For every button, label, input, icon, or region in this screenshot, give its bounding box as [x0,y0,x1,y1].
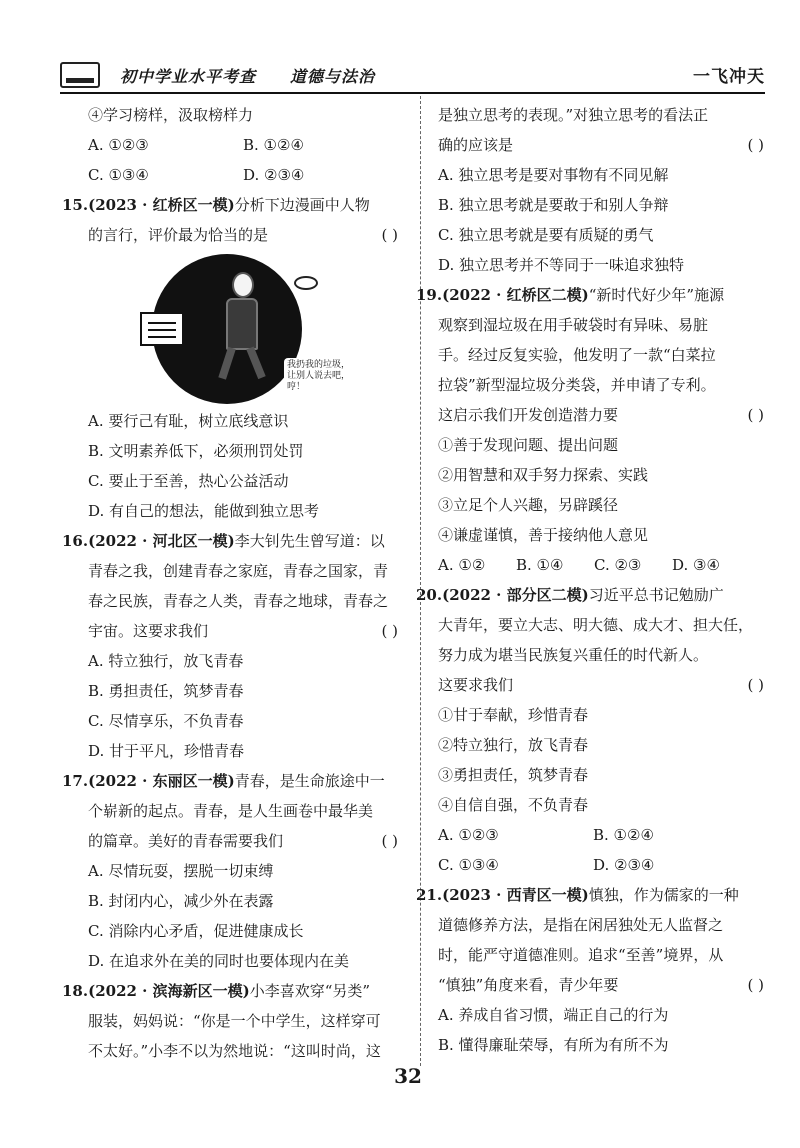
q21-option-a: A. 养成自省习惯，端正自己的行为 [438,1006,669,1024]
q20-answer-paren[interactable]: ( ) [747,676,764,694]
q19-item-2: ②用智慧和双手努力探索、实践 [438,466,649,484]
q21-answer-paren[interactable]: ( ) [747,976,764,994]
q16-stem-4: 宇宙。这要求我们 [88,622,209,640]
q21-number: 21. [416,886,443,904]
q16-option-c: C. 尽情享乐，不负青春 [88,712,244,730]
leg-icon [218,347,235,380]
q16-option-b: B. 勇担责任，筑梦青春 [88,682,244,700]
q21-stem-4: “慎独”角度来看，青少年要 [438,976,619,994]
q16-stem-line-1 [62,526,402,556]
page-header [60,56,765,92]
q19-stem-5: 这启示我们开发创造潜力要 [438,406,619,424]
q20-option-d: D. ②③④ [593,856,655,874]
q16-number: 16. [62,532,89,550]
q16-option-a: A. 特立独行，放飞青春 [88,652,244,670]
q19-answer-paren[interactable]: ( ) [747,406,764,424]
q17-number: 17. [62,772,89,790]
q17-stem-1: 青春，是生命旅途中一 [234,772,385,790]
body-icon [226,298,258,350]
q15-stem-line-1 [62,190,402,220]
q20-stem-1: 习近平总书记勉励广 [588,586,724,604]
q20-stem-line-2: 大青年，要立大志、明大德、成大才、担大任， [438,616,754,634]
q18-option-a: A. 独立思考是要对事物有不同见解 [438,166,669,184]
q15-source: (2023 · 红桥区一模) [88,196,235,214]
q15-option-c: C. 要止于至善，热心公益活动 [88,472,289,490]
q16-stem-line-3: 春之民族，青春之人类，青春之地球，青春之 [88,592,389,610]
q14-options-row-1 [62,130,402,160]
trash-icon [294,276,318,290]
q20-stem-4: 这要求我们 [438,676,514,694]
q16-option-d: D. 甘于平凡，珍惜青春 [88,742,245,760]
q17-stem-3: 的篇章。美好的青春需要我们 [88,832,284,850]
q19-item-1: ①善于发现问题、提出问题 [438,436,619,454]
q17-answer-paren[interactable]: ( ) [381,832,398,850]
q20-option-b: B. ①②④ [593,826,654,844]
q21-stem-line-2: 道德修养方法，是指在闲居独处无人监督之 [438,916,724,934]
q21-source: (2023 · 西青区一模) [442,886,589,904]
q15-answer-paren[interactable]: ( ) [381,226,398,244]
q21-stem-line-3: 时，能严守道德准则。追求“至善”境界，从 [438,946,724,964]
q17-stem-line-2: 个崭新的起点。青春，是人生画卷中最华美 [88,802,374,820]
q21-stem-1: 慎独，作为儒家的一种 [588,886,739,904]
head-icon [232,272,254,298]
q16-answer-paren[interactable]: ( ) [381,622,398,640]
q19-item-3: ③立足个人兴趣，另辟蹊径 [438,496,619,514]
man-figure-icon [212,272,272,382]
leg-icon [246,347,265,380]
q14-item-4: ④学习榜样，汲取榜样力 [88,106,254,124]
q21-stem-line-4 [438,970,768,1000]
q19-option-c: C. ②③ [594,556,642,574]
q14-options-row-2 [62,160,402,190]
q16-stem-1: 李大钊先生曾写道：以 [234,532,385,550]
q20-item-3: ③勇担责任，筑梦青春 [438,766,589,784]
q17-option-b: B. 封闭内心，减少外在表露 [88,892,274,910]
q19-option-b: B. ①④ [516,556,564,574]
q19-stem-line-4: 拉袋”新型湿垃圾分类袋，并申请了专利。 [438,376,716,394]
q20-option-c: C. ①③④ [438,856,499,874]
q15-stem-2: 的言行，评价最为恰当的是 [88,226,269,244]
q16-stem-line-2: 青春之我，创建青春之家庭，青春之国家，青 [88,562,389,580]
q19-stem-line-1 [416,280,768,310]
book-logo-icon [60,62,100,88]
q19-stem-line-2: 观察到湿垃圾在用手破袋时有异味、易脏 [438,316,709,334]
q16-source: (2022 · 河北区一模) [88,532,235,550]
q19-option-d: D. ③④ [672,556,720,574]
q15-cartoon [62,254,402,402]
q20-stem-line-4 [438,670,768,700]
q19-number: 19. [416,286,443,304]
q20-stem-line-3: 努力成为堪当民族复兴重任的时代新人。 [438,646,709,664]
q17-option-a: A. 尽情玩耍，摆脱一切束缚 [88,862,274,880]
q18-option-d: D. 独立思考并不等同于一味追求独特 [438,256,685,274]
left-column [62,100,402,1066]
page-number: 32 [394,1064,422,1088]
q15-stem-line-2 [62,220,402,250]
q15-stem-1: 分析下边漫画中人物 [234,196,370,214]
q15-number: 15. [62,196,89,214]
q20-stem-line-1 [416,580,768,610]
q20-item-4: ④自信自强，不负青春 [438,796,589,814]
q20-source: (2022 · 部分区二模) [442,586,589,604]
q17-option-d: D. 在追求外在美的同时也要体现内在美 [88,952,350,970]
q14-option-a: A. ①②③ [88,136,149,154]
screen-icon [140,312,184,346]
q18-source: (2022 · 滨海新区一模) [88,982,250,1000]
q18-option-b: B. 独立思考就是要敢于和别人争辩 [438,196,669,214]
q15-option-a: A. 要行己有耻，树立底线意识 [88,412,289,430]
q20-item-1: ①甘于奉献，珍惜青春 [438,706,589,724]
header-rule [60,92,765,94]
q16-stem-line-4 [62,616,402,646]
q17-stem-line-3 [62,826,402,856]
q15-option-b: B. 文明素养低下，必须刑罚处罚 [88,442,304,460]
q19-source: (2022 · 红桥区二模) [442,286,589,304]
q17-source: (2022 · 东丽区一模) [88,772,235,790]
q15-option-d: D. 有自己的想法，能做到独立思考 [88,502,320,520]
q18-cont-line-2 [438,130,768,160]
q14-option-c: C. ①③④ [88,166,149,184]
q18-stem-1: 小李喜欢穿“另类” [249,982,371,1000]
q18-number: 18. [62,982,89,1000]
right-column [416,100,768,1060]
q20-options-row-2 [438,850,768,880]
q21-option-b: B. 懂得廉耻荣辱，有所为有所不为 [438,1036,669,1054]
q14-option-d: D. ②③④ [243,166,305,184]
q18-stem-line-1 [62,976,402,1006]
q19-options-row [438,550,768,580]
q17-option-c: C. 消除内心矛盾，促进健康成长 [88,922,304,940]
q19-stem-line-5 [438,400,768,430]
q20-item-2: ②特立独行，放飞青春 [438,736,589,754]
header-series: 初中学业水平考查 [120,67,257,86]
header-brand: 一飞冲天 [693,67,765,87]
q18-stem-line-3: 不太好。”小李不以为然地说：“这叫时尚，这 [88,1042,381,1060]
q19-stem-1: “新时代好少年”施源 [588,286,725,304]
q20-option-a: A. ①②③ [438,826,499,844]
q19-item-4: ④谦虚谨慎，善于接纳他人意见 [438,526,649,544]
q20-options-row-1 [438,820,768,850]
q19-option-a: A. ①② [438,556,486,574]
q18-cont-2: 确的应该是 [438,136,514,154]
q18-option-c: C. 独立思考就是要有质疑的勇气 [438,226,654,244]
q14-option-b: B. ①②④ [243,136,304,154]
q21-stem-line-1 [416,880,768,910]
q18-cont-line-1: 是独立思考的表现。”对独立思考的看法正 [438,106,709,124]
q17-stem-line-1 [62,766,402,796]
q19-stem-line-3: 手。经过反复实验，他发明了一款“白菜拉 [438,346,716,364]
speech-bubble: 我扔我的垃圾，让别人说去吧，哼！ [284,358,354,395]
header-subject: 道德与法治 [290,67,376,86]
q18-stem-line-2: 服装，妈妈说：“你是一个中学生，这样穿可 [88,1012,381,1030]
q18-answer-paren[interactable]: ( ) [747,136,764,154]
q20-number: 20. [416,586,443,604]
